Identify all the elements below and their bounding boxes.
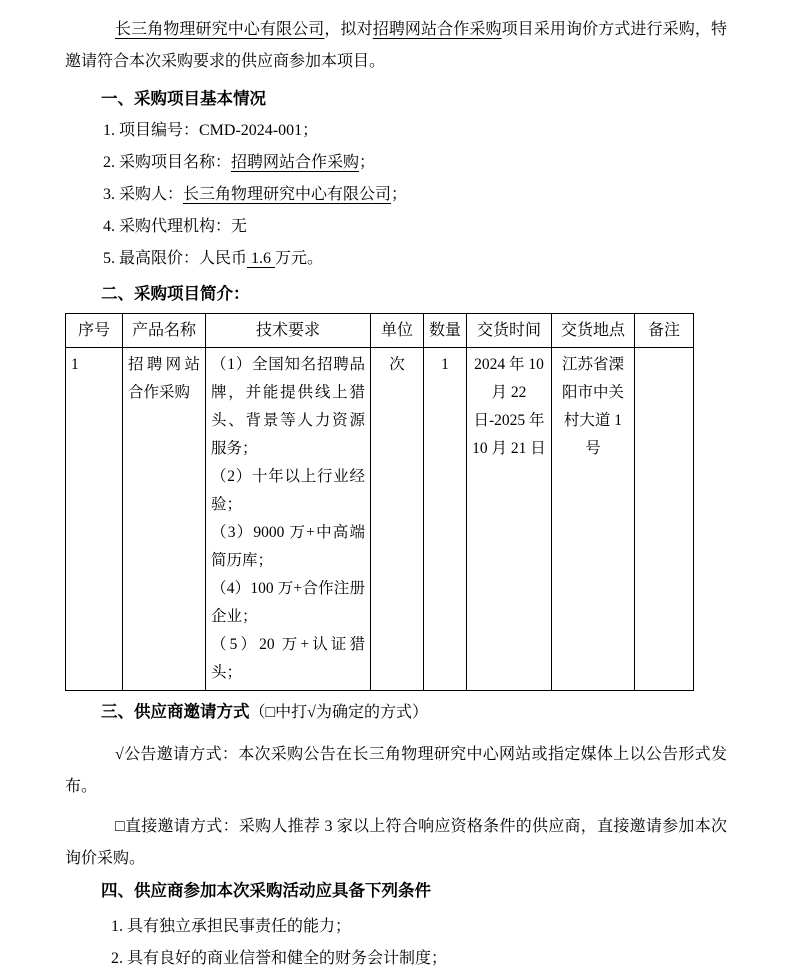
tech-requirement-line: （5）20 万+认证猎头； xyxy=(211,636,365,681)
project-name-item xyxy=(65,147,727,179)
item-suffix: ； xyxy=(391,186,408,203)
col-header-seq: 序号 xyxy=(66,314,123,348)
cell-remark xyxy=(635,348,694,691)
section3-title-note: （□中打√为确定的方式） xyxy=(249,704,428,721)
item-suffix: 万元。 xyxy=(275,250,324,267)
section2-title: 二、采购项目简介： xyxy=(101,285,250,303)
cell-delivery-place: 江苏省溧阳市中关村大道 1 号 xyxy=(552,348,635,691)
price-limit-item xyxy=(65,243,727,275)
col-header-product: 产品名称 xyxy=(123,314,206,348)
cell-delivery-time: 2024 年 10 月 22 日-2025 年 10 月 21 日 xyxy=(467,348,552,691)
col-header-remark: 备注 xyxy=(635,314,694,348)
section1-title: 一、采购项目基本情况 xyxy=(101,90,266,108)
item-underlined: 1.6 xyxy=(247,250,276,267)
cell-unit: 次 xyxy=(371,348,424,691)
condition-item: 1. 具有独立承担民事责任的能力； xyxy=(111,918,352,935)
project-number-item xyxy=(65,115,727,147)
item-underlined: 招聘网站合作采购 xyxy=(231,154,360,171)
table-header-row xyxy=(66,314,694,348)
procurement-table xyxy=(65,313,694,691)
purchaser-item xyxy=(65,179,727,211)
col-header-unit: 单位 xyxy=(371,314,424,348)
item-text: 4. 采购代理机构：无 xyxy=(103,218,248,235)
checkbox-icon: □ xyxy=(115,818,125,835)
item-text: 2. 采购项目名称： xyxy=(103,154,232,171)
section3-title xyxy=(65,696,727,729)
direct-invitation-paragraph xyxy=(65,811,727,875)
agency-item xyxy=(65,211,727,243)
tech-requirement-line: （3）9000 万+中高端简历库； xyxy=(211,524,365,569)
condition-item: 2. 具有良好的商业信誉和健全的财务会计制度； xyxy=(111,950,448,967)
intro-paragraph xyxy=(65,14,727,78)
cell-tech xyxy=(206,348,371,691)
direct-invitation-text: 直接邀请方式：采购人推荐 3 家以上符合响应资格条件的供应商，直接邀请参加本次询价采购。 xyxy=(65,818,727,867)
intro-rest: 项目采用询价方式进行采购，特邀请符合本次采购要求的供应商参加本项目。 xyxy=(65,21,727,70)
checkmark-icon: √ xyxy=(115,746,124,763)
intro-conjunction: ，拟对 xyxy=(324,21,373,38)
item-suffix: ； xyxy=(359,154,376,171)
buyer-name: 长三角物理研究中心有限公司 xyxy=(115,21,325,38)
cell-seq: 1 xyxy=(66,348,123,691)
section3-title-bold: 三、供应商邀请方式 xyxy=(101,703,250,721)
announcement-invitation-text: 公告邀请方式：本次采购公告在长三角物理研究中心网站或指定媒体上以公告形式发布。 xyxy=(65,746,727,795)
col-header-qty: 数量 xyxy=(424,314,467,348)
col-header-tech: 技术要求 xyxy=(206,314,371,348)
announcement-invitation-paragraph xyxy=(65,739,727,803)
tech-requirement-line: （2）十年以上行业经验； xyxy=(211,468,365,513)
tech-requirement-line: （1）全国知名招聘品牌，并能提供线上猎头、背景等人力资源服务； xyxy=(211,356,365,457)
item-text: 1. 项目编号：CMD-2024-001； xyxy=(103,122,319,139)
section4-title: 四、供应商参加本次采购活动应具备下列条件 xyxy=(101,882,431,900)
table-row xyxy=(66,348,694,691)
item-text: 5. 最高限价：人民币 xyxy=(103,250,248,267)
cell-qty: 1 xyxy=(424,348,467,691)
item-text: 3. 采购人： xyxy=(103,186,184,203)
project-name: 招聘网站合作采购 xyxy=(372,21,502,38)
col-header-delivery-place: 交货地点 xyxy=(552,314,635,348)
cell-product: 招聘网站合作采购 xyxy=(123,348,206,691)
tech-requirement-line: （4）100 万+合作注册企业； xyxy=(211,580,365,625)
col-header-delivery-time: 交货时间 xyxy=(467,314,552,348)
item-underlined: 长三角物理研究中心有限公司 xyxy=(183,186,392,203)
